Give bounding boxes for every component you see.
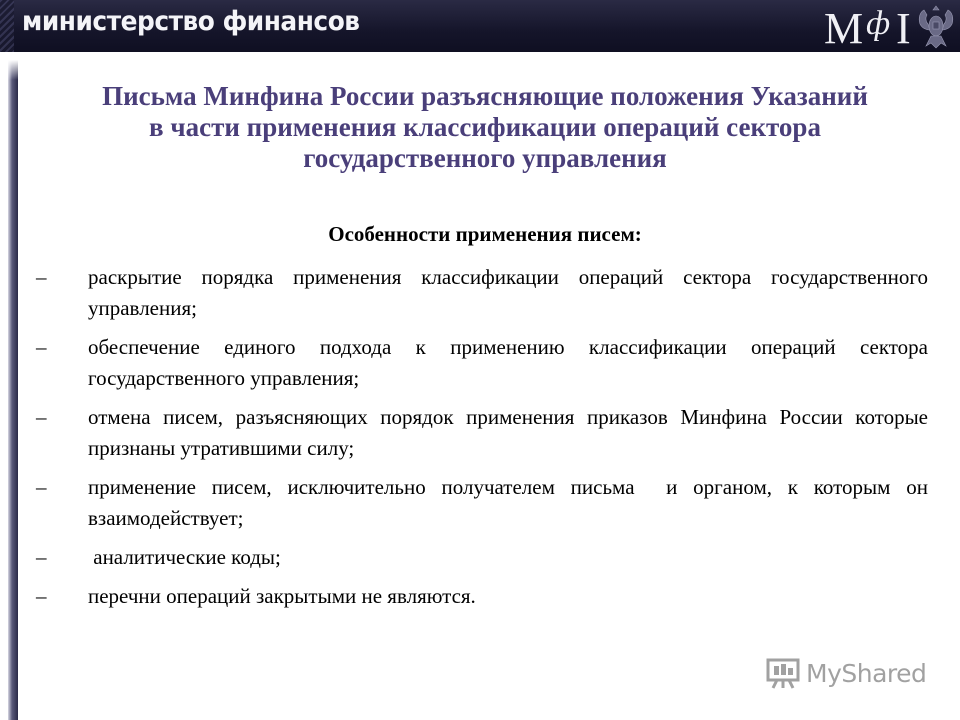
svg-text:ф: ф — [866, 5, 891, 42]
double-headed-eagle-icon — [912, 0, 960, 52]
bullet-text: раскрытие порядка применения классификации операций сектора государственного управления; — [88, 265, 928, 320]
ministry-logo — [822, 2, 916, 50]
slide-title-line: государственного управления — [303, 143, 667, 173]
bullet-dash: – — [36, 475, 47, 499]
bullet-text: обеспечение единого подхода к применению классификации операций сектора государственного управления; — [88, 335, 928, 390]
presentation-icon — [766, 657, 800, 689]
bullet-list — [36, 262, 934, 620]
bullet-dash: – — [36, 335, 47, 359]
svg-text:I: I — [896, 4, 911, 50]
bullet-text: применение писем, исключительно получателем письма и органом, к которым он взаимодействует; — [88, 475, 934, 530]
slide-title-line: в части применения классификации операций сектора — [149, 112, 821, 142]
bullet-text: аналитические коды; — [88, 545, 281, 569]
ministry-name: министерство финансов — [22, 6, 360, 37]
header-bar — [0, 0, 960, 52]
bullet-item — [36, 402, 928, 464]
bullet-dash: – — [36, 405, 47, 429]
bullet-item — [36, 262, 928, 324]
bullet-dash: – — [36, 584, 47, 608]
bullet-text: отмена писем, разъясняющих порядок применения приказов Минфина России которые признаны утратившими силу; — [88, 405, 928, 460]
svg-text:M: M — [824, 4, 864, 50]
bullet-dash: – — [36, 265, 47, 289]
header-pattern — [0, 0, 14, 52]
slide-title — [30, 81, 940, 174]
bullet-text: перечни операций закрытыми не являются. — [88, 584, 476, 608]
myshared-watermark — [766, 655, 926, 691]
bullet-dash: – — [36, 545, 47, 569]
section-heading: Особенности применения писем: — [328, 222, 642, 246]
bullet-item — [36, 581, 928, 612]
bullet-item — [36, 472, 934, 534]
bullet-item — [36, 332, 928, 394]
slide-title-line: Письма Минфина России разъясняющие положения Указаний — [102, 81, 868, 111]
watermark-text: MyShared — [806, 658, 927, 688]
left-accent-bar — [8, 60, 18, 720]
bullet-item — [36, 542, 928, 573]
